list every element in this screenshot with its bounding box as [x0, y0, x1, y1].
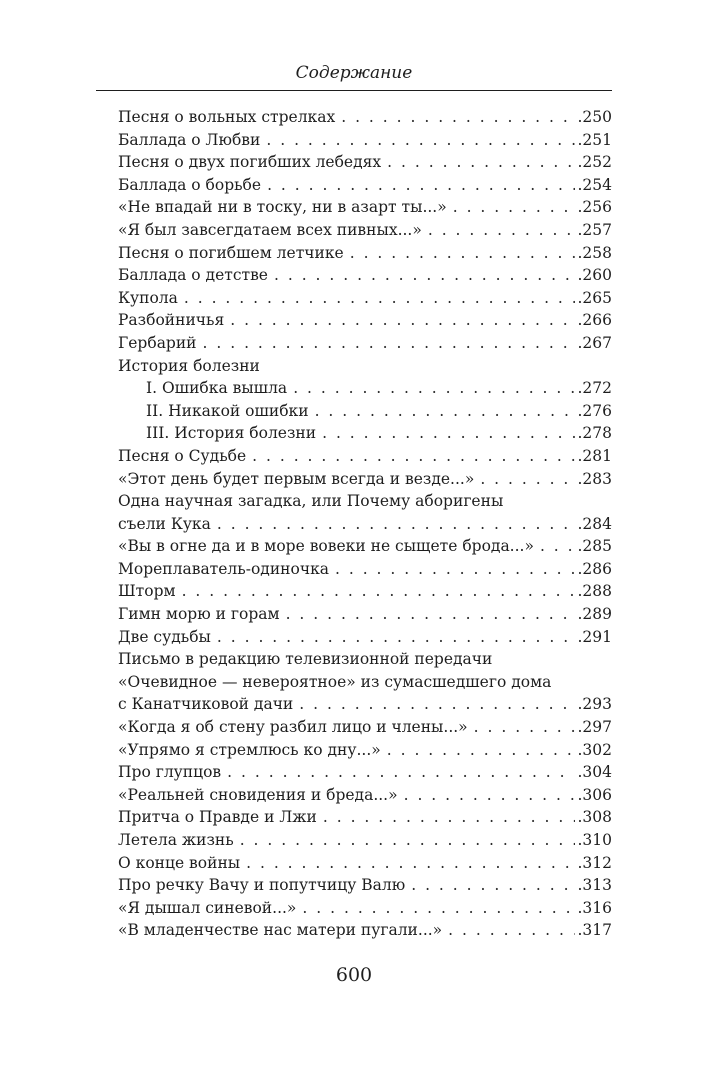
toc-entry — [118, 535, 612, 558]
toc-entry — [118, 919, 612, 942]
dot-leader — [322, 422, 575, 445]
toc-entry — [118, 716, 612, 739]
toc-entry-title: Песня о вольных стрелках — [118, 108, 336, 126]
toc-entry-page: .256 — [577, 198, 612, 217]
toc-entry — [118, 174, 612, 197]
toc-entry-page: .252 — [577, 153, 612, 172]
toc-entry-page: .308 — [577, 808, 612, 827]
toc-entry-title: Летела жизнь — [118, 831, 234, 849]
toc-entry — [118, 513, 612, 536]
toc-entry-title: Гимн морю и горам — [118, 605, 280, 624]
toc-entry-title: Одна научная загадка, или Почему аборигены — [118, 492, 504, 511]
toc-entry — [118, 377, 612, 400]
toc-entry-title: «Не впадай ни в тоску, ни в азарт ты...» — [118, 198, 447, 217]
toc-entry-title: Купола — [118, 288, 178, 307]
dot-leader — [252, 445, 575, 468]
toc-entry-page: .286 — [577, 559, 612, 578]
toc-entry-title: История болезни — [118, 356, 260, 375]
dot-leader — [217, 626, 576, 649]
toc-entry-title: «Очевидное — невероятное» из сумасшедшего дома — [118, 672, 552, 691]
toc-entry — [118, 129, 612, 152]
toc-entry-page: .267 — [577, 333, 612, 352]
toc-entry-title: «Вы в огне да и в море вовеки не сыщете брода...» — [118, 537, 534, 556]
dot-leader — [227, 761, 575, 784]
dot-leader — [182, 580, 576, 603]
toc-entry — [118, 106, 612, 129]
dot-leader — [302, 897, 575, 920]
dot-leader — [411, 874, 575, 897]
toc-entry-title: Две судьбы — [118, 627, 211, 646]
toc-entry — [118, 355, 612, 378]
toc-entry — [118, 468, 612, 491]
toc-entry-page: .250 — [577, 108, 612, 126]
toc-entry-page: .313 — [577, 876, 612, 895]
toc-entry-title: II. Никакой ошибки — [146, 401, 309, 420]
toc-entry — [118, 693, 612, 716]
toc-entry-page: .302 — [577, 740, 612, 759]
dot-leader — [246, 852, 575, 875]
toc-entry-page: .317 — [577, 921, 612, 940]
dot-leader — [428, 219, 576, 242]
toc-entry-title: Песня о двух погибших лебедях — [118, 153, 382, 172]
toc-entry-page: .265 — [577, 288, 612, 307]
dot-leader — [266, 129, 575, 152]
toc-entry-page: .285 — [577, 537, 612, 556]
toc-entry-page: .316 — [577, 898, 612, 917]
toc-entry-page: .289 — [577, 605, 612, 624]
toc-entry-page: .278 — [577, 424, 612, 443]
toc-entry-title: Баллада о Любви — [118, 130, 261, 149]
toc-entry — [118, 264, 612, 287]
toc-entry — [118, 784, 612, 807]
toc-entry — [118, 648, 612, 671]
toc-entry-page: .251 — [577, 130, 612, 149]
toc-entry — [118, 490, 612, 513]
toc-entry-title: с Канатчиковой дачи — [118, 695, 294, 714]
toc-entry — [118, 897, 612, 920]
toc-entry — [118, 829, 612, 852]
toc-entry — [118, 671, 612, 694]
toc-entry-title: Про глупцов — [118, 763, 222, 782]
toc-entry-title: Письмо в редакцию телевизионной передачи — [118, 650, 493, 669]
toc-entry-title: Мореплаватель-одиночка — [118, 559, 329, 578]
toc-entry-title: «Я дышал синевой...» — [118, 898, 297, 917]
dot-leader — [474, 716, 576, 739]
dot-leader — [404, 784, 576, 807]
toc-entry-page: .281 — [577, 446, 612, 465]
dot-leader — [267, 174, 575, 197]
dot-leader — [453, 196, 576, 219]
toc-entry — [118, 445, 612, 468]
toc-entry-page: .312 — [577, 853, 612, 872]
toc-entry-page: .257 — [577, 220, 612, 239]
toc-entry-page: .254 — [577, 175, 612, 194]
dot-leader — [387, 739, 576, 762]
toc-entry-title: Про речку Вачу и попутчицу Валю — [118, 876, 406, 895]
dot-leader — [323, 806, 576, 829]
toc-entry — [118, 603, 612, 626]
dot-leader — [274, 264, 576, 287]
dot-leader — [315, 400, 576, 423]
toc-entry-title: «В младенчестве нас матери пугали...» — [118, 921, 443, 940]
table-of-contents — [118, 106, 612, 942]
toc-entry — [118, 806, 612, 829]
dot-leader — [230, 309, 575, 332]
toc-entry — [118, 151, 612, 174]
toc-entry — [118, 219, 612, 242]
toc-entry-page: .293 — [577, 695, 612, 714]
toc-entry-title: Шторм — [118, 582, 176, 601]
running-head: Содержание — [295, 63, 413, 83]
toc-entry-title: «Реальней сновидения и бреда...» — [118, 785, 398, 804]
toc-entry-title: съели Кука — [118, 514, 211, 533]
dot-leader — [299, 693, 575, 716]
toc-entry-title: I. Ошибка вышла — [146, 379, 288, 398]
toc-entry-page: .260 — [577, 266, 612, 285]
toc-entry — [118, 422, 612, 445]
toc-entry-title: Баллада о борьбе — [118, 175, 262, 194]
dot-leader — [480, 468, 575, 491]
toc-entry — [118, 852, 612, 875]
header-rule — [96, 90, 612, 91]
toc-entry-title: Баллада о детстве — [118, 266, 268, 285]
toc-entry-page: .266 — [577, 311, 612, 330]
toc-entry-title: Песня о погибшем летчике — [118, 243, 344, 262]
toc-entry — [118, 761, 612, 784]
toc-entry — [118, 309, 612, 332]
toc-entry-page: .258 — [577, 243, 612, 262]
toc-entry — [118, 580, 612, 603]
toc-entry-page: .284 — [577, 514, 612, 533]
toc-entry-title: Притча о Правде и Лжи — [118, 808, 317, 827]
toc-entry — [118, 626, 612, 649]
toc-entry-title: «Упрямо я стремлюсь ко дну...» — [118, 740, 381, 759]
dot-leader — [217, 513, 576, 536]
toc-entry-title: Разбойничья — [118, 311, 225, 330]
toc-entry-page: .297 — [577, 718, 612, 737]
toc-entry — [118, 739, 612, 762]
toc-entry-page: .288 — [577, 582, 612, 601]
toc-entry-title: «Я был завсегдатаем всех пивных...» — [118, 220, 422, 239]
toc-entry-title: «Этот день будет первым всегда и везде...» — [118, 469, 475, 488]
dot-leader — [341, 106, 575, 129]
toc-entry-title: III. История болезни — [146, 424, 317, 443]
toc-entry — [118, 196, 612, 219]
toc-entry-page: .283 — [577, 469, 612, 488]
toc-entry — [118, 332, 612, 355]
dot-leader — [203, 332, 576, 355]
toc-entry-title: Гербарий — [118, 333, 197, 352]
toc-entry — [118, 874, 612, 897]
page-number: 600 — [335, 964, 373, 986]
toc-entry-page: .304 — [577, 763, 612, 782]
toc-entry — [118, 287, 612, 310]
toc-entry-title: «Когда я об стену разбил лицо и члены...» — [118, 718, 468, 737]
toc-entry-page: .276 — [577, 401, 612, 420]
dot-leader — [387, 151, 575, 174]
dot-leader — [335, 558, 575, 581]
toc-entry-page: .272 — [577, 379, 612, 398]
toc-entry-page: .306 — [577, 785, 612, 804]
dot-leader — [184, 287, 576, 310]
toc-entry-page: .310 — [577, 831, 612, 849]
toc-entry-title: О конце войны — [118, 853, 241, 872]
dot-leader — [286, 603, 576, 626]
toc-entry — [118, 242, 612, 265]
toc-entry — [118, 558, 612, 581]
dot-leader — [448, 919, 575, 942]
toc-entry — [118, 400, 612, 423]
dot-leader — [540, 535, 576, 558]
dot-leader — [240, 829, 576, 852]
dot-leader — [350, 242, 576, 265]
toc-entry-page: .291 — [577, 627, 612, 646]
dot-leader — [293, 377, 575, 400]
toc-entry-title: Песня о Судьбе — [118, 446, 247, 465]
